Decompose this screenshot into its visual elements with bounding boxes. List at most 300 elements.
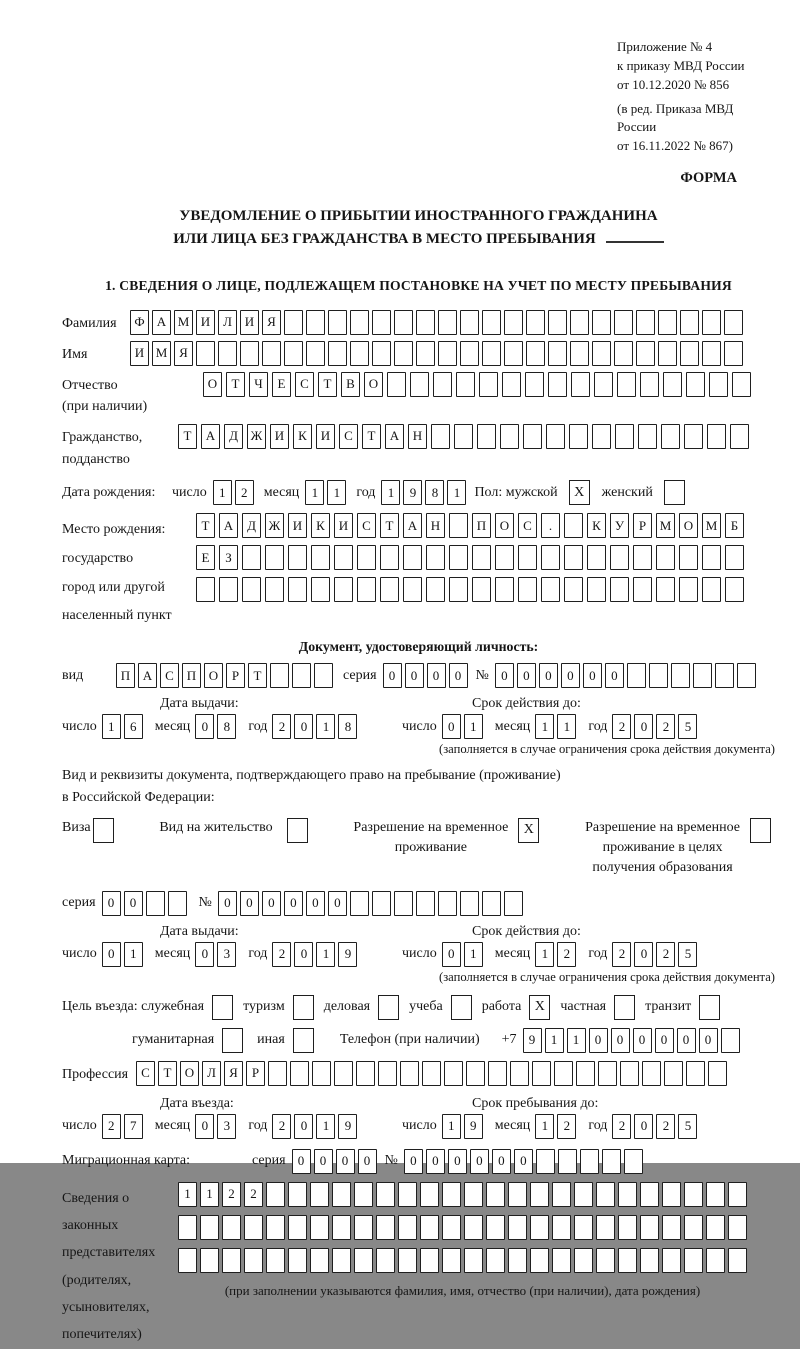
char-cell[interactable] bbox=[592, 424, 611, 449]
char-cell[interactable] bbox=[410, 372, 429, 397]
char-cell[interactable] bbox=[477, 424, 496, 449]
char-cell[interactable]: 1 bbox=[305, 480, 324, 505]
char-cell[interactable] bbox=[332, 1182, 351, 1207]
char-cell[interactable]: 3 bbox=[217, 1114, 236, 1139]
char-cell[interactable] bbox=[378, 1061, 397, 1086]
char-cell[interactable] bbox=[357, 545, 376, 570]
char-cell[interactable]: 0 bbox=[195, 1114, 214, 1139]
char-cell[interactable] bbox=[571, 372, 590, 397]
sex-male-checkbox[interactable]: X bbox=[569, 480, 590, 505]
char-cell[interactable] bbox=[270, 663, 289, 688]
char-cell[interactable] bbox=[290, 1061, 309, 1086]
char-cell[interactable]: Р bbox=[633, 513, 652, 538]
char-cell[interactable] bbox=[334, 577, 353, 602]
char-cell[interactable] bbox=[495, 545, 514, 570]
char-cell[interactable] bbox=[420, 1215, 439, 1240]
char-cell[interactable]: 0 bbox=[634, 942, 653, 967]
char-cell[interactable] bbox=[398, 1182, 417, 1207]
char-cell[interactable] bbox=[420, 1182, 439, 1207]
char-cell[interactable] bbox=[222, 1215, 241, 1240]
char-cell[interactable]: О bbox=[495, 513, 514, 538]
char-cell[interactable] bbox=[438, 310, 457, 335]
char-cell[interactable] bbox=[638, 424, 657, 449]
char-cell[interactable] bbox=[532, 1061, 551, 1086]
char-cell[interactable] bbox=[288, 1182, 307, 1207]
char-cell[interactable]: 1 bbox=[545, 1028, 564, 1053]
char-cell[interactable]: 1 bbox=[124, 942, 143, 967]
char-cell[interactable] bbox=[292, 663, 311, 688]
char-cell[interactable] bbox=[372, 341, 391, 366]
char-cell[interactable] bbox=[380, 577, 399, 602]
sex-female-checkbox[interactable] bbox=[664, 480, 685, 505]
char-cell[interactable]: 2 bbox=[235, 480, 254, 505]
char-cell[interactable] bbox=[472, 545, 491, 570]
char-cell[interactable]: И bbox=[270, 424, 289, 449]
char-cell[interactable] bbox=[656, 545, 675, 570]
char-cell[interactable] bbox=[721, 1028, 740, 1053]
char-cell[interactable]: К bbox=[587, 513, 606, 538]
char-cell[interactable] bbox=[707, 424, 726, 449]
char-cell[interactable]: 0 bbox=[589, 1028, 608, 1053]
char-cell[interactable]: Т bbox=[380, 513, 399, 538]
char-cell[interactable]: 2 bbox=[656, 942, 675, 967]
char-cell[interactable] bbox=[737, 663, 756, 688]
char-cell[interactable]: О bbox=[180, 1061, 199, 1086]
char-cell[interactable]: 0 bbox=[427, 663, 446, 688]
char-cell[interactable]: Б bbox=[725, 513, 744, 538]
char-cell[interactable] bbox=[725, 545, 744, 570]
char-cell[interactable] bbox=[679, 545, 698, 570]
char-cell[interactable] bbox=[684, 1215, 703, 1240]
char-cell[interactable] bbox=[376, 1182, 395, 1207]
char-cell[interactable] bbox=[702, 545, 721, 570]
char-cell[interactable]: 0 bbox=[102, 891, 121, 916]
char-cell[interactable] bbox=[706, 1248, 725, 1273]
char-cell[interactable]: 2 bbox=[656, 714, 675, 739]
char-cell[interactable]: 1 bbox=[442, 1114, 461, 1139]
char-cell[interactable] bbox=[244, 1215, 263, 1240]
char-cell[interactable] bbox=[536, 1149, 555, 1174]
purpose-study-checkbox[interactable] bbox=[451, 995, 472, 1020]
char-cell[interactable] bbox=[574, 1182, 593, 1207]
char-cell[interactable] bbox=[526, 341, 545, 366]
char-cell[interactable] bbox=[627, 663, 646, 688]
char-cell[interactable] bbox=[530, 1182, 549, 1207]
char-cell[interactable] bbox=[564, 513, 583, 538]
char-cell[interactable] bbox=[332, 1248, 351, 1273]
char-cell[interactable] bbox=[558, 1149, 577, 1174]
char-cell[interactable]: 0 bbox=[240, 891, 259, 916]
char-cell[interactable] bbox=[222, 1248, 241, 1273]
char-cell[interactable]: 1 bbox=[464, 942, 483, 967]
char-cell[interactable]: 0 bbox=[294, 942, 313, 967]
char-cell[interactable] bbox=[702, 310, 721, 335]
char-cell[interactable]: 1 bbox=[464, 714, 483, 739]
char-cell[interactable]: 0 bbox=[405, 663, 424, 688]
char-cell[interactable]: 6 bbox=[124, 714, 143, 739]
char-cell[interactable] bbox=[724, 341, 743, 366]
char-cell[interactable] bbox=[196, 577, 215, 602]
char-cell[interactable]: А bbox=[219, 513, 238, 538]
char-cell[interactable] bbox=[548, 310, 567, 335]
char-cell[interactable]: 0 bbox=[262, 891, 281, 916]
purpose-transit-checkbox[interactable] bbox=[699, 995, 720, 1020]
char-cell[interactable] bbox=[592, 341, 611, 366]
char-cell[interactable]: 0 bbox=[218, 891, 237, 916]
char-cell[interactable] bbox=[372, 310, 391, 335]
char-cell[interactable] bbox=[502, 372, 521, 397]
char-cell[interactable] bbox=[552, 1182, 571, 1207]
char-cell[interactable] bbox=[482, 891, 501, 916]
char-cell[interactable]: А bbox=[152, 310, 171, 335]
char-cell[interactable] bbox=[438, 891, 457, 916]
char-cell[interactable] bbox=[311, 545, 330, 570]
char-cell[interactable]: И bbox=[334, 513, 353, 538]
char-cell[interactable] bbox=[636, 310, 655, 335]
char-cell[interactable]: 1 bbox=[200, 1182, 219, 1207]
char-cell[interactable] bbox=[310, 1248, 329, 1273]
char-cell[interactable]: 1 bbox=[557, 714, 576, 739]
char-cell[interactable] bbox=[442, 1248, 461, 1273]
char-cell[interactable]: . bbox=[541, 513, 560, 538]
char-cell[interactable]: 2 bbox=[612, 714, 631, 739]
char-cell[interactable] bbox=[479, 372, 498, 397]
char-cell[interactable]: Т bbox=[196, 513, 215, 538]
char-cell[interactable] bbox=[460, 891, 479, 916]
char-cell[interactable] bbox=[416, 341, 435, 366]
char-cell[interactable] bbox=[288, 1215, 307, 1240]
char-cell[interactable]: 0 bbox=[633, 1028, 652, 1053]
char-cell[interactable] bbox=[548, 341, 567, 366]
char-cell[interactable] bbox=[244, 1248, 263, 1273]
purpose-humanitarian-checkbox[interactable] bbox=[222, 1028, 243, 1053]
char-cell[interactable]: 0 bbox=[294, 1114, 313, 1139]
char-cell[interactable]: Е bbox=[272, 372, 291, 397]
char-cell[interactable] bbox=[518, 577, 537, 602]
char-cell[interactable]: 0 bbox=[514, 1149, 533, 1174]
residence-permit-checkbox[interactable] bbox=[287, 818, 308, 843]
char-cell[interactable] bbox=[587, 545, 606, 570]
char-cell[interactable] bbox=[334, 1061, 353, 1086]
char-cell[interactable] bbox=[649, 663, 668, 688]
char-cell[interactable] bbox=[431, 424, 450, 449]
char-cell[interactable]: 2 bbox=[222, 1182, 241, 1207]
char-cell[interactable]: 0 bbox=[294, 714, 313, 739]
char-cell[interactable] bbox=[486, 1215, 505, 1240]
char-cell[interactable]: А bbox=[201, 424, 220, 449]
char-cell[interactable] bbox=[702, 577, 721, 602]
char-cell[interactable]: 0 bbox=[634, 1114, 653, 1139]
char-cell[interactable] bbox=[658, 341, 677, 366]
char-cell[interactable]: Т bbox=[226, 372, 245, 397]
char-cell[interactable] bbox=[444, 1061, 463, 1086]
char-cell[interactable]: 9 bbox=[338, 942, 357, 967]
char-cell[interactable]: Я bbox=[174, 341, 193, 366]
char-cell[interactable]: У bbox=[610, 513, 629, 538]
char-cell[interactable] bbox=[508, 1248, 527, 1273]
char-cell[interactable] bbox=[442, 1182, 461, 1207]
char-cell[interactable]: О bbox=[203, 372, 222, 397]
char-cell[interactable] bbox=[168, 891, 187, 916]
char-cell[interactable]: А bbox=[403, 513, 422, 538]
char-cell[interactable] bbox=[464, 1215, 483, 1240]
char-cell[interactable]: И bbox=[196, 310, 215, 335]
char-cell[interactable] bbox=[394, 341, 413, 366]
purpose-other-checkbox[interactable] bbox=[293, 1028, 314, 1053]
char-cell[interactable]: 1 bbox=[316, 1114, 335, 1139]
char-cell[interactable] bbox=[426, 545, 445, 570]
char-cell[interactable]: Е bbox=[196, 545, 215, 570]
purpose-official-checkbox[interactable] bbox=[212, 995, 233, 1020]
char-cell[interactable] bbox=[456, 372, 475, 397]
char-cell[interactable]: 2 bbox=[612, 1114, 631, 1139]
char-cell[interactable] bbox=[200, 1215, 219, 1240]
char-cell[interactable] bbox=[523, 424, 542, 449]
char-cell[interactable] bbox=[422, 1061, 441, 1086]
char-cell[interactable] bbox=[449, 577, 468, 602]
char-cell[interactable] bbox=[403, 577, 422, 602]
char-cell[interactable]: А bbox=[385, 424, 404, 449]
char-cell[interactable] bbox=[574, 1248, 593, 1273]
char-cell[interactable] bbox=[449, 545, 468, 570]
char-cell[interactable] bbox=[454, 424, 473, 449]
char-cell[interactable] bbox=[416, 310, 435, 335]
char-cell[interactable]: Р bbox=[246, 1061, 265, 1086]
char-cell[interactable]: 5 bbox=[678, 714, 697, 739]
char-cell[interactable]: 2 bbox=[656, 1114, 675, 1139]
char-cell[interactable]: 0 bbox=[306, 891, 325, 916]
char-cell[interactable] bbox=[380, 545, 399, 570]
char-cell[interactable]: 0 bbox=[336, 1149, 355, 1174]
char-cell[interactable] bbox=[350, 310, 369, 335]
char-cell[interactable]: В bbox=[341, 372, 360, 397]
char-cell[interactable] bbox=[416, 891, 435, 916]
char-cell[interactable]: 0 bbox=[470, 1149, 489, 1174]
char-cell[interactable] bbox=[242, 545, 261, 570]
char-cell[interactable] bbox=[614, 341, 633, 366]
temp-permit-checkbox[interactable]: X bbox=[518, 818, 539, 843]
char-cell[interactable] bbox=[725, 577, 744, 602]
char-cell[interactable] bbox=[357, 577, 376, 602]
char-cell[interactable]: И bbox=[288, 513, 307, 538]
char-cell[interactable]: 1 bbox=[447, 480, 466, 505]
char-cell[interactable]: О bbox=[679, 513, 698, 538]
char-cell[interactable]: 1 bbox=[102, 714, 121, 739]
char-cell[interactable]: П bbox=[182, 663, 201, 688]
char-cell[interactable] bbox=[350, 341, 369, 366]
char-cell[interactable] bbox=[442, 1215, 461, 1240]
char-cell[interactable]: Д bbox=[224, 424, 243, 449]
char-cell[interactable]: 1 bbox=[535, 942, 554, 967]
char-cell[interactable] bbox=[242, 577, 261, 602]
char-cell[interactable] bbox=[460, 341, 479, 366]
char-cell[interactable] bbox=[587, 577, 606, 602]
char-cell[interactable] bbox=[394, 310, 413, 335]
char-cell[interactable]: 0 bbox=[699, 1028, 718, 1053]
char-cell[interactable] bbox=[702, 341, 721, 366]
char-cell[interactable]: И bbox=[130, 341, 149, 366]
char-cell[interactable]: 0 bbox=[195, 942, 214, 967]
char-cell[interactable]: 0 bbox=[605, 663, 624, 688]
char-cell[interactable]: 2 bbox=[272, 1114, 291, 1139]
char-cell[interactable] bbox=[460, 310, 479, 335]
char-cell[interactable] bbox=[464, 1182, 483, 1207]
char-cell[interactable] bbox=[728, 1248, 747, 1273]
char-cell[interactable] bbox=[482, 341, 501, 366]
char-cell[interactable]: 0 bbox=[358, 1149, 377, 1174]
char-cell[interactable]: М bbox=[656, 513, 675, 538]
char-cell[interactable] bbox=[288, 577, 307, 602]
char-cell[interactable] bbox=[328, 341, 347, 366]
char-cell[interactable] bbox=[574, 1215, 593, 1240]
char-cell[interactable]: Я bbox=[224, 1061, 243, 1086]
char-cell[interactable]: Ж bbox=[247, 424, 266, 449]
char-cell[interactable] bbox=[328, 310, 347, 335]
char-cell[interactable] bbox=[610, 545, 629, 570]
char-cell[interactable] bbox=[679, 577, 698, 602]
char-cell[interactable]: 0 bbox=[517, 663, 536, 688]
char-cell[interactable] bbox=[684, 1248, 703, 1273]
char-cell[interactable] bbox=[596, 1182, 615, 1207]
char-cell[interactable]: Л bbox=[218, 310, 237, 335]
char-cell[interactable]: С bbox=[357, 513, 376, 538]
char-cell[interactable] bbox=[288, 545, 307, 570]
char-cell[interactable]: 5 bbox=[678, 942, 697, 967]
char-cell[interactable] bbox=[146, 891, 165, 916]
char-cell[interactable] bbox=[354, 1182, 373, 1207]
char-cell[interactable] bbox=[500, 424, 519, 449]
char-cell[interactable]: 0 bbox=[314, 1149, 333, 1174]
char-cell[interactable]: 8 bbox=[338, 714, 357, 739]
char-cell[interactable]: 1 bbox=[178, 1182, 197, 1207]
char-cell[interactable] bbox=[306, 341, 325, 366]
char-cell[interactable]: М bbox=[702, 513, 721, 538]
char-cell[interactable]: 9 bbox=[464, 1114, 483, 1139]
char-cell[interactable]: Н bbox=[426, 513, 445, 538]
char-cell[interactable] bbox=[633, 545, 652, 570]
char-cell[interactable] bbox=[525, 372, 544, 397]
char-cell[interactable]: 0 bbox=[448, 1149, 467, 1174]
char-cell[interactable]: 9 bbox=[338, 1114, 357, 1139]
char-cell[interactable]: И bbox=[240, 310, 259, 335]
char-cell[interactable]: Ч bbox=[249, 372, 268, 397]
char-cell[interactable] bbox=[284, 310, 303, 335]
char-cell[interactable] bbox=[486, 1248, 505, 1273]
char-cell[interactable]: 1 bbox=[213, 480, 232, 505]
char-cell[interactable]: 0 bbox=[284, 891, 303, 916]
char-cell[interactable]: С bbox=[136, 1061, 155, 1086]
char-cell[interactable] bbox=[466, 1061, 485, 1086]
char-cell[interactable] bbox=[618, 1182, 637, 1207]
char-cell[interactable] bbox=[240, 341, 259, 366]
char-cell[interactable]: 0 bbox=[102, 942, 121, 967]
purpose-tourism-checkbox[interactable] bbox=[293, 995, 314, 1020]
char-cell[interactable] bbox=[715, 663, 734, 688]
char-cell[interactable] bbox=[314, 663, 333, 688]
char-cell[interactable] bbox=[334, 545, 353, 570]
char-cell[interactable] bbox=[266, 1248, 285, 1273]
char-cell[interactable]: С bbox=[160, 663, 179, 688]
char-cell[interactable] bbox=[312, 1061, 331, 1086]
char-cell[interactable] bbox=[614, 310, 633, 335]
char-cell[interactable] bbox=[671, 663, 690, 688]
char-cell[interactable] bbox=[464, 1248, 483, 1273]
char-cell[interactable] bbox=[633, 577, 652, 602]
char-cell[interactable] bbox=[624, 1149, 643, 1174]
char-cell[interactable] bbox=[495, 577, 514, 602]
char-cell[interactable] bbox=[482, 310, 501, 335]
char-cell[interactable] bbox=[686, 372, 705, 397]
char-cell[interactable]: 1 bbox=[316, 942, 335, 967]
char-cell[interactable] bbox=[618, 1248, 637, 1273]
char-cell[interactable] bbox=[642, 1061, 661, 1086]
char-cell[interactable]: 1 bbox=[567, 1028, 586, 1053]
char-cell[interactable]: Т bbox=[178, 424, 197, 449]
char-cell[interactable]: 0 bbox=[328, 891, 347, 916]
char-cell[interactable]: 8 bbox=[425, 480, 444, 505]
char-cell[interactable]: 0 bbox=[449, 663, 468, 688]
char-cell[interactable] bbox=[310, 1182, 329, 1207]
char-cell[interactable] bbox=[284, 341, 303, 366]
char-cell[interactable]: К bbox=[293, 424, 312, 449]
char-cell[interactable] bbox=[433, 372, 452, 397]
char-cell[interactable] bbox=[306, 310, 325, 335]
char-cell[interactable] bbox=[526, 310, 545, 335]
char-cell[interactable] bbox=[530, 1248, 549, 1273]
char-cell[interactable] bbox=[420, 1248, 439, 1273]
char-cell[interactable] bbox=[438, 341, 457, 366]
char-cell[interactable] bbox=[662, 1182, 681, 1207]
purpose-business-checkbox[interactable] bbox=[378, 995, 399, 1020]
char-cell[interactable]: 0 bbox=[292, 1149, 311, 1174]
char-cell[interactable] bbox=[394, 891, 413, 916]
char-cell[interactable]: 2 bbox=[557, 1114, 576, 1139]
char-cell[interactable]: С bbox=[518, 513, 537, 538]
char-cell[interactable]: 0 bbox=[124, 891, 143, 916]
char-cell[interactable] bbox=[709, 372, 728, 397]
char-cell[interactable] bbox=[354, 1215, 373, 1240]
char-cell[interactable] bbox=[732, 372, 751, 397]
char-cell[interactable]: Р bbox=[226, 663, 245, 688]
char-cell[interactable] bbox=[552, 1215, 571, 1240]
char-cell[interactable]: 0 bbox=[495, 663, 514, 688]
char-cell[interactable] bbox=[262, 341, 281, 366]
char-cell[interactable]: С bbox=[339, 424, 358, 449]
char-cell[interactable] bbox=[310, 1215, 329, 1240]
char-cell[interactable] bbox=[398, 1248, 417, 1273]
char-cell[interactable]: 1 bbox=[535, 714, 554, 739]
char-cell[interactable] bbox=[400, 1061, 419, 1086]
char-cell[interactable]: 0 bbox=[634, 714, 653, 739]
char-cell[interactable] bbox=[680, 310, 699, 335]
char-cell[interactable] bbox=[350, 891, 369, 916]
char-cell[interactable] bbox=[663, 372, 682, 397]
char-cell[interactable] bbox=[569, 424, 588, 449]
char-cell[interactable]: 8 bbox=[217, 714, 236, 739]
char-cell[interactable]: Ж bbox=[265, 513, 284, 538]
char-cell[interactable]: 1 bbox=[316, 714, 335, 739]
char-cell[interactable]: 0 bbox=[383, 663, 402, 688]
char-cell[interactable]: 0 bbox=[442, 942, 461, 967]
char-cell[interactable] bbox=[504, 341, 523, 366]
char-cell[interactable]: Т bbox=[248, 663, 267, 688]
char-cell[interactable] bbox=[610, 577, 629, 602]
char-cell[interactable] bbox=[541, 545, 560, 570]
char-cell[interactable]: Л bbox=[202, 1061, 221, 1086]
char-cell[interactable] bbox=[728, 1215, 747, 1240]
char-cell[interactable] bbox=[640, 372, 659, 397]
char-cell[interactable]: Н bbox=[408, 424, 427, 449]
